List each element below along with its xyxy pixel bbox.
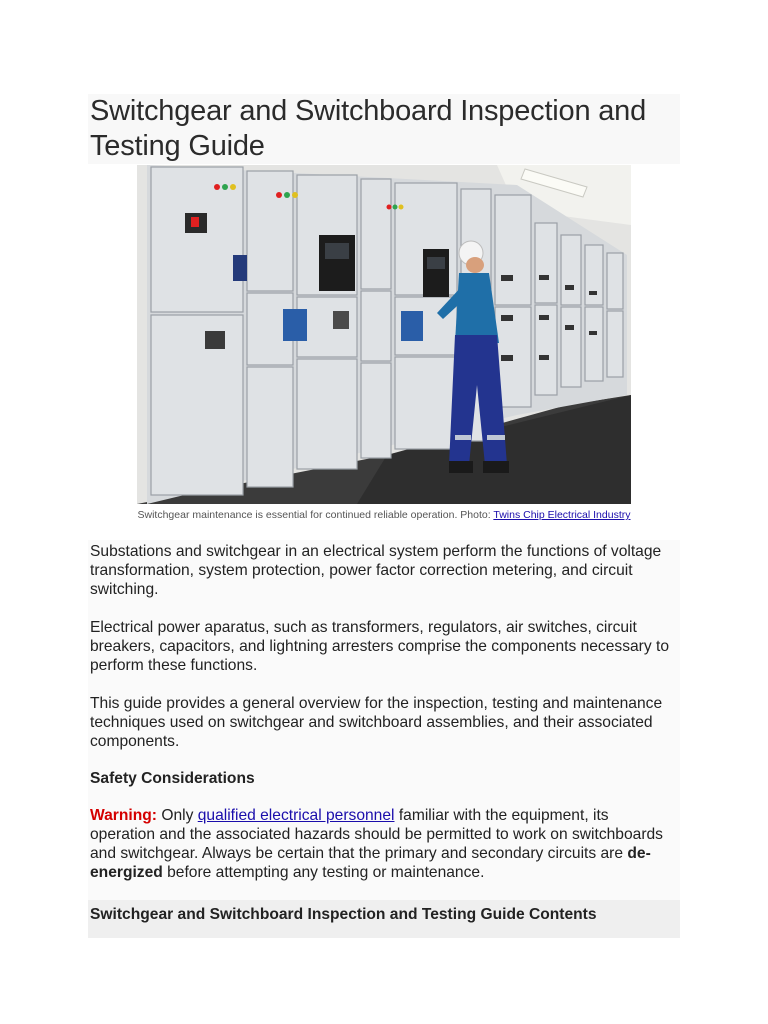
page-title: Switchgear and Switchboard Inspection and Testing Guide xyxy=(90,95,647,162)
warning-text-before-link: Only xyxy=(156,807,198,824)
switchgear-illustration xyxy=(137,165,631,504)
safety-heading: Safety Considerations xyxy=(90,770,255,787)
paragraph-1: Substations and switchgear in an electrical system perform the functions of voltage transformation, system protection, power factor correction metering, and circuit switching. xyxy=(90,543,662,598)
contents-heading-bar xyxy=(88,900,680,938)
warning-label: Warning: xyxy=(90,807,157,824)
caption-photo-credit-link[interactable]: Twins Chip Electrical Industry xyxy=(493,509,631,521)
photo-caption xyxy=(90,509,678,521)
article-body xyxy=(88,540,680,938)
warning-text-end: before attempting any testing or maintenance. xyxy=(162,864,485,881)
caption-text: Switchgear maintenance is essential for continued reliable operation. Photo: xyxy=(137,509,494,521)
switchgear-photo xyxy=(137,165,631,504)
title-block xyxy=(88,94,680,164)
paragraph-2: Electrical power aparatus, such as transformers, regulators, air switches, circuit breakers, capacitors, and lightning arresters comprise the components necessary to perform these functions. xyxy=(90,619,669,674)
qualified-personnel-link[interactable]: qualified electrical personnel xyxy=(197,807,395,824)
paragraph-3: This guide provides a general overview for the inspection, testing and maintenance techniques used on switchgear and switchboard assemblies, and their associated components. xyxy=(90,695,663,750)
de-energized-bold: de-energized xyxy=(90,845,651,881)
contents-heading: Switchgear and Switchboard Inspection and Testing Guide Contents xyxy=(90,906,597,923)
warning-text-after-link: familiar with the equipment, its operation and the associated hazards should be permitted to work on switchboards and switchgear. Always be certain that the primary and secondary circuits are xyxy=(90,807,663,862)
warning-paragraph xyxy=(90,806,676,882)
